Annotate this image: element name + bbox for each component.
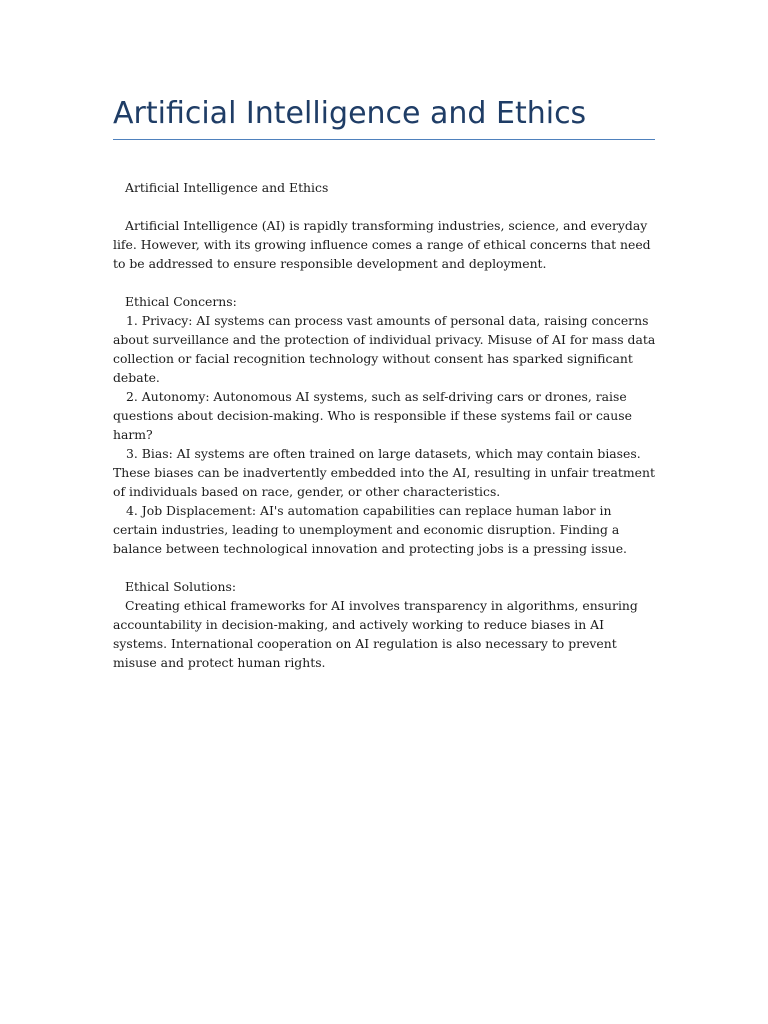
- concern-bias: 3. Bias: AI systems are often trained on large datasets, which may contain biases. These biases can be inadvertently embedded into the AI, resulting in unfair treatment of individuals based on race, gender, or other characteristics.: [113, 446, 655, 499]
- title-underline: [113, 139, 655, 140]
- concern-job-displacement: 4. Job Displacement: AI's automation capabilities can replace human labor in certain industries, leading to unemployment and economic disruption. Finding a balance between technological innovation and protecting jobs is a pressing issue.: [113, 503, 627, 556]
- body-heading: Artificial Intelligence and Ethics: [125, 180, 329, 195]
- concern-privacy: 1. Privacy: AI systems can process vast amounts of personal data, raising concerns about surveillance and the protection of individual privacy. Misuse of AI for mass data collection or facial recognition technology without consent has sparked significant debate.: [113, 313, 656, 385]
- solutions-heading: Ethical Solutions:: [125, 579, 237, 594]
- concern-autonomy: 2. Autonomy: Autonomous AI systems, such as self-driving cars or drones, raise questions about decision-making. Who is responsible if these systems fail or cause harm?: [113, 389, 632, 442]
- solutions-paragraph: Creating ethical frameworks for AI involves transparency in algorithms, ensuring accountability in decision-making, and actively working to reduce biases in AI systems. International cooperation on AI regulation is also necessary to prevent misuse and protect human rights.: [113, 598, 638, 670]
- document-title: Artificial Intelligence and Ethics: [113, 96, 587, 131]
- intro-paragraph: Artificial Intelligence (AI) is rapidly transforming industries, science, and everyday life. However, with its growing influence comes a range of ethical concerns that need to be addressed to ensure responsible development and deployment.: [113, 218, 651, 271]
- paragraph-spacer: [113, 197, 658, 216]
- paragraph-spacer: [113, 558, 658, 577]
- paragraph-spacer: [113, 273, 658, 292]
- concerns-heading: Ethical Concerns:: [125, 294, 237, 309]
- document-body: [113, 178, 658, 672]
